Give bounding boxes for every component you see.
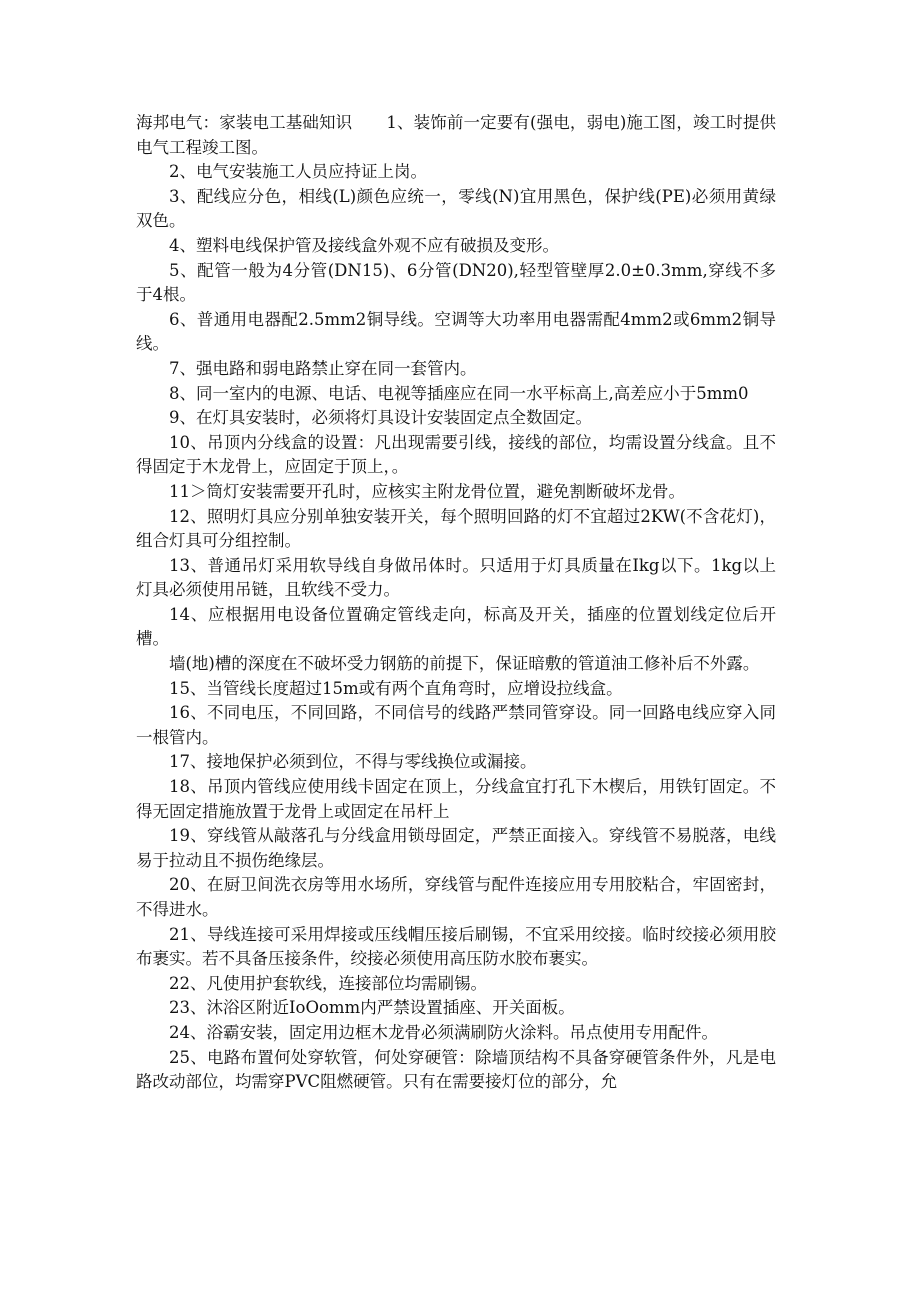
- document-body: [136, 111, 776, 1095]
- intro-paragraph: [136, 111, 776, 160]
- item-9: 9、在灯具安装时，必须将灯具设计安装固定点全数固定。: [169, 408, 592, 428]
- item-4: 4、塑料电线保护管及接线盒外观不应有破损及变形。: [169, 235, 559, 255]
- item-2: 2、电气安装施工人员应持证上岗。: [169, 162, 427, 182]
- item-14: 14、应根据用电设备位置确定管线走向，标高及开关，插座的位置划线定位后开槽。: [136, 604, 776, 649]
- item-12: 12、照明灯具应分别单独安装开关，每个照明回路的灯不宜超过2KW(不含花灯)，组合灯具可分组控制。: [136, 506, 776, 551]
- item-19: 19、穿线管从敲落孔与分线盒用锁母固定，严禁正面接入。穿线管不易脱落，电线易于拉动且不损伤绝缘层。: [136, 826, 776, 870]
- item-20: 20、在厨卫间洗衣房等用水场所，穿线管与配件连接应用专用胶粘合，牢固密封，不得进水。: [136, 875, 776, 919]
- item-3: 3、配线应分色，相线(L)颜色应统一，零线(N)宜用黑色，保护线(PE)必须用黄绿双色。: [136, 186, 776, 231]
- item-22: 22、凡使用护套软线，连接部位均需刷锡。: [169, 973, 487, 993]
- item-17: 17、接地保护必须到位，不得与零线换位或漏接。: [169, 752, 537, 772]
- item-25: 25、电路布置何处穿软管，何处穿硬管：除墙顶结构不具备穿硬管条件外，凡是电路改动部位，均需穿PVC阻燃硬管。只有在需要接灯位的部分，允: [136, 1047, 776, 1092]
- item-23: 23、沐浴区附近IoOomm内严禁设置插座、开关面板。: [169, 998, 575, 1018]
- document-heading: 海邦电气：家装电工基础知识: [136, 113, 353, 132]
- item-8: 8、同一室内的电源、电话、电视等插座应在同一水平标高上,高差应小于5mm0: [169, 383, 749, 403]
- item-6: 6、普通用电器配2.5mm2铜导线。空调等大功率用电器需配4mm2或6mm2铜导线。: [136, 309, 776, 354]
- item-21: 21、导线连接可采用焊接或压线帽压接后刷锡，不宜采用绞接。临时绞接必须用胶布裹实。若不具备压接条件，绞接必须使用高压防水胶布裹实。: [136, 924, 776, 969]
- item-13: 13、普通吊灯采用软导线自身做吊体时。只适用于灯具质量在Ikg以下。1kg以上灯具必须使用吊链，且软线不受力。: [136, 555, 776, 600]
- item-10: 10、吊顶内分线盒的设置：凡出现需要引线，接线的部位，均需设置分线盒。且不得固定于木龙骨上，应固定于顶上，。: [136, 432, 776, 477]
- item-5: 5、配管一般为4分管(DN15)、6分管(DN20),轻型管壁厚2.0±0.3mm,穿线不多于4根。: [136, 260, 776, 305]
- item-7: 7、强电路和弱电路禁止穿在同一套管内。: [169, 358, 477, 378]
- item-1: 1、装饰前一定要有(强电，弱电)施工图，竣工时提供电气工程竣工图。: [136, 113, 777, 157]
- item-24: 24、浴霸安装，固定用边框木龙骨必须满刷防火涂料。吊点使用专用配件。: [169, 1022, 718, 1042]
- item-18: 18、吊顶内管线应使用线卡固定在顶上，分线盒宜打孔下木楔后，用铁钉固定。不得无固定措施放置于龙骨上或固定在吊杆上: [136, 777, 776, 821]
- item-15: 15、当管线长度超过15m或有两个直角弯时，应增设拉线盒。: [169, 678, 623, 698]
- item-11: 11＞筒灯安装需要开孔时，应核实主附龙骨位置，避免割断破坏龙骨。: [169, 481, 685, 501]
- item-14-note: 墙(地)槽的深度在不破坏受力钢筋的前提下，保证暗敷的管道油工修补后不外露。: [169, 654, 760, 674]
- item-16: 16、不同电压，不同回路，不同信号的线路严禁同管穿设。同一回路电线应穿入同一根管内。: [136, 703, 776, 747]
